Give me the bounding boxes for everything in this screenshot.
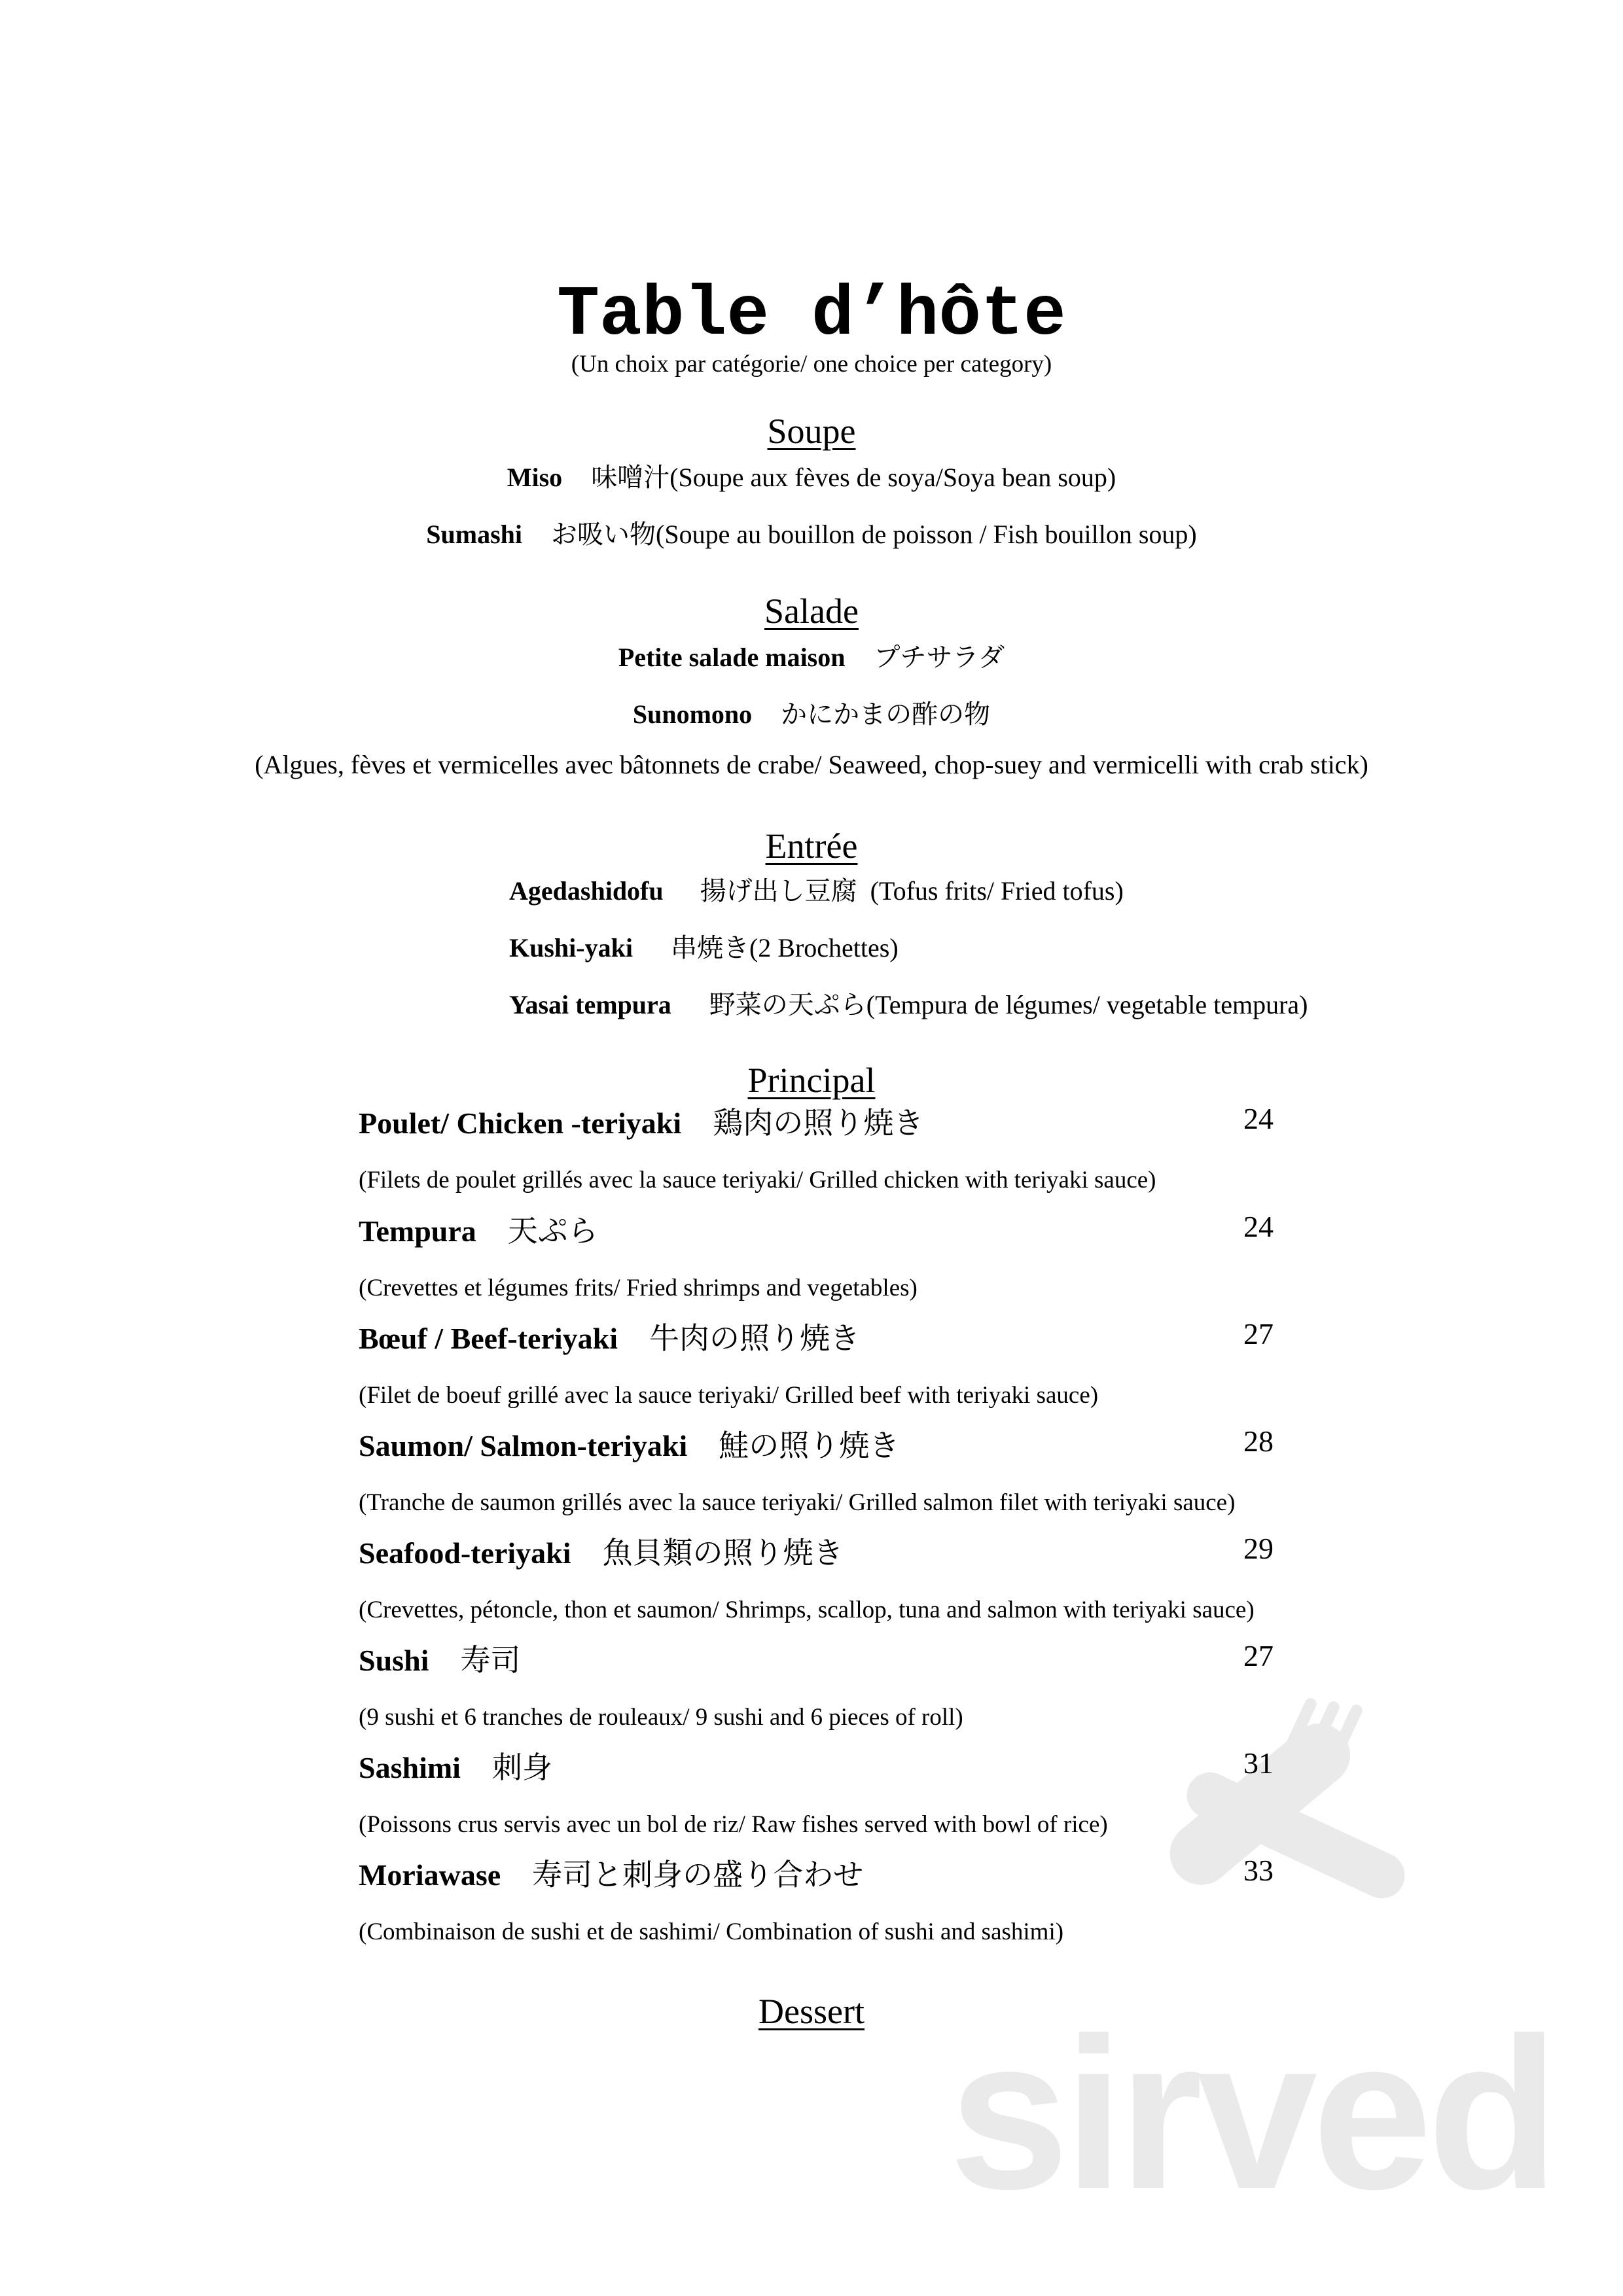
menu-item-miso <box>0 457 1623 494</box>
item-name: Sunomono <box>632 699 753 729</box>
item-description: (Tofus frits/ Fried tofus) <box>870 876 1124 906</box>
item-name: Yasai tempura <box>509 990 671 1019</box>
item-name: Agedashidofu <box>509 876 664 906</box>
item-japanese-name: かにかまの酢の物 <box>781 699 991 730</box>
item-name: Tempura <box>359 1214 476 1248</box>
item-description: (Filet de boeuf grillé avec la sauce teriyaki/ Grilled beef with teriyaki sauce) <box>359 1382 1099 1409</box>
item-description: (Tranche de saumon grillés avec la sauce teriyaki/ Grilled salmon filet with teriyaki sauce) <box>359 1489 1236 1516</box>
menu-item-sunomono <box>0 694 1623 731</box>
item-name: Miso <box>507 463 563 492</box>
item-japanese-name: 魚貝類の照り焼き <box>602 1535 844 1570</box>
menu-item-yasai-tempura <box>509 984 1308 1021</box>
item-japanese-name: 刺身 <box>491 1750 552 1785</box>
item-japanese-name: 鮭の照り焼き <box>719 1428 900 1463</box>
item-name: Kushi-yaki <box>509 933 633 963</box>
item-description: (Combinaison de sushi et de sashimi/ Combination of sushi and sashimi) <box>359 1918 1064 1945</box>
item-name: Sushi <box>359 1644 429 1677</box>
item-japanese-name: 味噌汁 <box>591 463 670 493</box>
menu-item-sumashi <box>0 514 1623 551</box>
item-japanese-name: 串焼き <box>670 933 749 963</box>
item-name: Petite salade maison <box>618 643 846 672</box>
item-description: (Tempura de légumes/ vegetable tempura) <box>866 990 1308 1019</box>
item-name: Poulet/ Chicken -teriyaki <box>359 1106 682 1140</box>
menu-title: Table d’hôte <box>557 275 1066 355</box>
item-japanese-name: プチサラダ <box>874 643 1005 673</box>
item-description: (Soupe aux fèves de soya/Soya bean soup) <box>669 463 1116 492</box>
item-description: (Poissons crus servis avec un bol de riz/ Raw fishes served with bowl of rice) <box>359 1811 1108 1838</box>
section-heading-soupe: Soupe <box>767 412 856 451</box>
item-japanese-name: 寿司と刺身の盛り合わせ <box>532 1857 864 1892</box>
item-japanese-name: 寿司 <box>460 1642 521 1678</box>
item-price: 24 <box>1243 1210 1274 1243</box>
item-description: (Filets de poulet grillés avec la sauce teriyaki/ Grilled chicken with teriyaki sauce) <box>359 1167 1156 1193</box>
section-heading-dessert: Dessert <box>758 1992 865 2031</box>
item-description: (Crevettes et légumes frits/ Fried shrimps and vegetables) <box>359 1275 918 1301</box>
item-name: Sumashi <box>426 520 523 549</box>
item-japanese-name: 野菜の天ぷら <box>709 990 866 1020</box>
item-price: 31 <box>1243 1746 1274 1780</box>
item-price: 28 <box>1243 1424 1274 1458</box>
item-description: (Soupe au bouillon de poisson / Fish bouillon soup) <box>656 520 1197 549</box>
section-heading-entree: Entrée <box>765 826 858 866</box>
item-japanese-name: お吸い物 <box>551 520 656 550</box>
item-price: 29 <box>1243 1532 1274 1565</box>
item-name: Moriawase <box>359 1858 501 1892</box>
item-japanese-name: 鶏肉の照り焼き <box>713 1105 924 1140</box>
item-japanese-name: 揚げ出し豆腐 <box>700 876 857 906</box>
item-name: Sashimi <box>359 1751 461 1784</box>
item-description: (9 sushi et 6 tranches de rouleaux/ 9 sushi and 6 pieces of roll) <box>359 1704 963 1731</box>
item-description: (2 Brochettes) <box>749 933 899 963</box>
item-description: (Crevettes, pétoncle, thon et saumon/ Shrimps, scallop, tuna and salmon with teriyaki sauce) <box>359 1597 1255 1623</box>
section-heading-principal: Principal <box>747 1061 876 1100</box>
menu-subtitle: (Un choix par catégorie/ one choice per category) <box>571 351 1052 378</box>
item-name: Saumon/ Salmon-teriyaki <box>359 1429 688 1462</box>
item-price: 27 <box>1243 1317 1274 1351</box>
menu-item-agedashidofu <box>509 870 1124 908</box>
item-price: 24 <box>1243 1102 1274 1135</box>
fork-spoon-logo-icon <box>1073 1649 1440 1989</box>
section-heading-salade: Salade <box>764 592 859 631</box>
menu-item-kushi-yaki <box>509 927 899 964</box>
item-name: Bœuf / Beef-teriyaki <box>359 1322 618 1355</box>
item-price: 27 <box>1243 1639 1274 1672</box>
salade-note: (Algues, fèves et vermicelles avec bâtonnets de crabe/ Seaweed, chop-suey and vermicelli with crab stick) <box>255 750 1368 779</box>
item-japanese-name: 牛肉の照り焼き <box>649 1320 861 1356</box>
item-japanese-name: 天ぷら <box>507 1213 598 1248</box>
menu-item-petite-salade <box>0 637 1623 674</box>
watermark-text: sirved <box>949 1992 1554 2234</box>
item-name: Seafood-teriyaki <box>359 1536 571 1570</box>
item-price: 33 <box>1243 1854 1274 1887</box>
